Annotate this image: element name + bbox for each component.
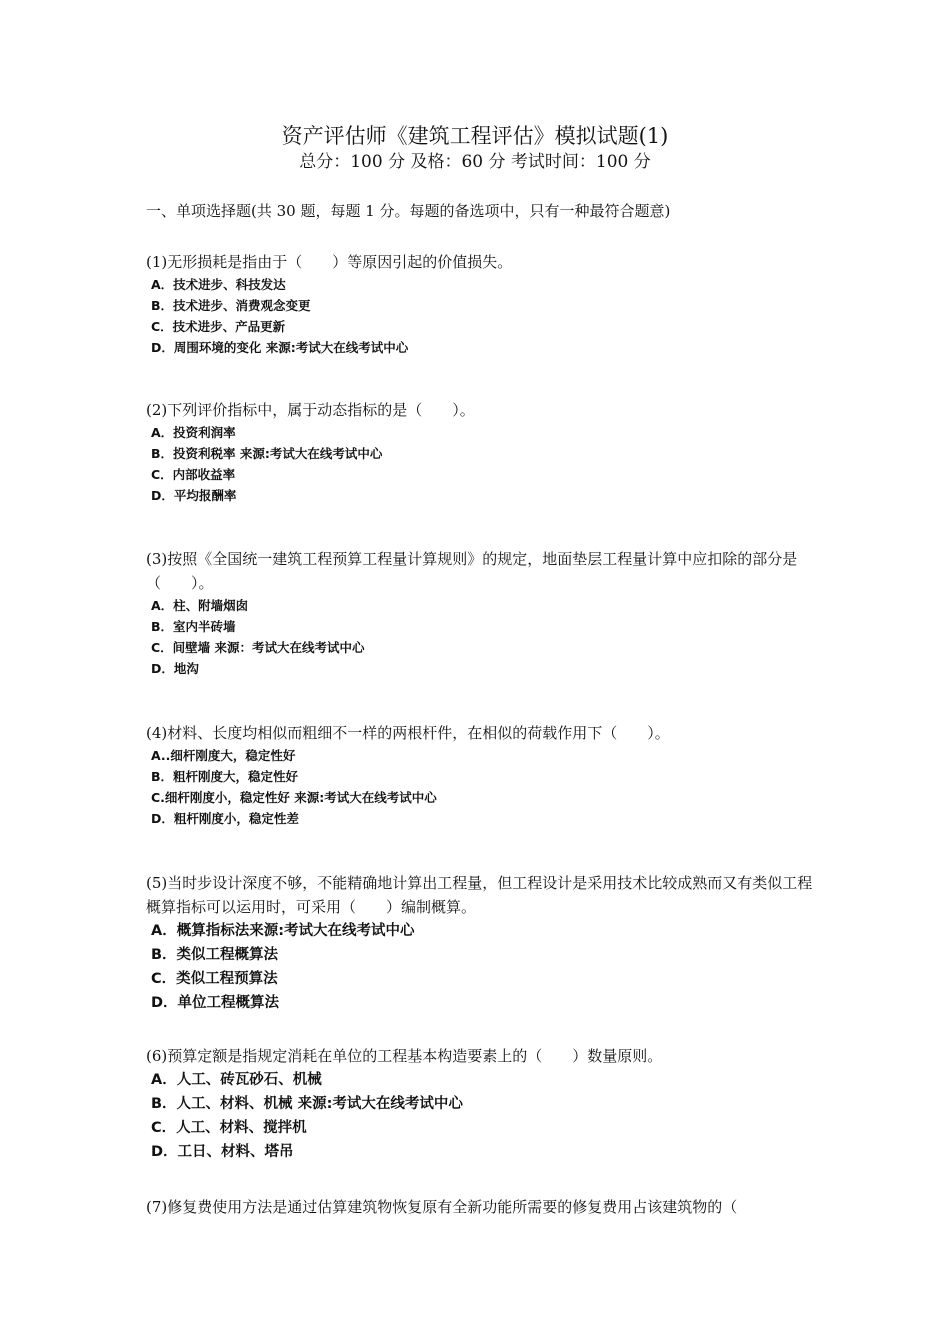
option-c: C．类似工程预算法 [151,971,278,987]
option-b: B．类似工程概算法 [151,947,279,963]
question-stem: (7)修复费使用方法是通过估算建筑物恢复原有全新功能所需要的修复费用占该建筑物的（ [146,1198,738,1216]
option-a: A．技术进步、科技发达 [151,277,286,292]
question-5 [146,871,826,1015]
option-a: A..细杆刚度大，稳定性好 [151,748,296,763]
option-b: B．投资利税率 来源:考试大在线考试中心 [151,446,383,461]
question-stem: (4)材料、长度均相似而粗细不一样的两根杆件，在相似的荷载作用下（ ）。 [146,724,670,742]
question-6 [146,1044,826,1164]
option-b: B．技术进步、消费观念变更 [151,298,311,313]
page-title: 资产评估师《建筑工程评估》模拟试题(1) [281,124,669,148]
option-a: A．概算指标法来源:考试大在线考试中心 [151,923,415,939]
exam-info: 总分：100 分 及格：60 分 考试时间：100 分 [299,152,651,172]
option-b: B．粗杆刚度大，稳定性好 [151,769,299,784]
option-a: A．投资利润率 [151,425,236,440]
question-7 [146,1195,826,1219]
section-heading: 一、单项选择题(共 30 题，每题 1 分。每题的备选项中，只有一种最符合题意) [146,202,671,220]
option-c: C．间壁墙 来源：考试大在线考试中心 [151,640,365,655]
option-d: D．周围环境的变化 来源:考试大在线考试中心 [151,340,409,355]
question-stem: (2)下列评价指标中，属于动态指标的是（ ）。 [146,401,475,419]
question-2 [146,398,826,506]
option-d: D．粗杆刚度小，稳定性差 [151,811,299,826]
option-d: D．工日、材料、塔吊 [151,1144,294,1160]
option-c: C．内部收益率 [151,467,236,482]
option-a: A．柱、附墙烟囱 [151,598,249,613]
option-d: D．单位工程概算法 [151,995,280,1011]
option-d: D．地沟 [151,661,199,676]
question-3 [146,547,826,679]
question-stem: (3)按照《全国统一建筑工程预算工程量计算规则》的规定，地面垫层工程量计算中应扣除的部分是（ ）。 [146,550,798,592]
option-a: A．人工、砖瓦砂石、机械 [151,1072,322,1088]
option-d: D．平均报酬率 [151,488,237,503]
option-c: C．人工、材料、搅拌机 [151,1120,307,1136]
question-stem: (1)无形损耗是指由于（ ）等原因引起的价值损失。 [146,253,513,271]
question-1 [146,250,826,358]
option-c: C.细杆刚度小，稳定性好 来源:考试大在线考试中心 [151,790,437,805]
question-stem: (5)当时步设计深度不够，不能精确地计算出工程量，但工程设计是采用技术比较成熟而又有类似工程概算指标可以运用时，可采用（ ）编制概算。 [146,874,813,916]
option-c: C．技术进步、产品更新 [151,319,286,334]
option-b: B．室内半砖墙 [151,619,236,634]
question-4 [146,721,826,829]
question-stem: (6)预算定额是指规定消耗在单位的工程基本构造要素上的（ ）数量原则。 [146,1047,663,1065]
option-b: B．人工、材料、机械 来源:考试大在线考试中心 [151,1096,463,1112]
